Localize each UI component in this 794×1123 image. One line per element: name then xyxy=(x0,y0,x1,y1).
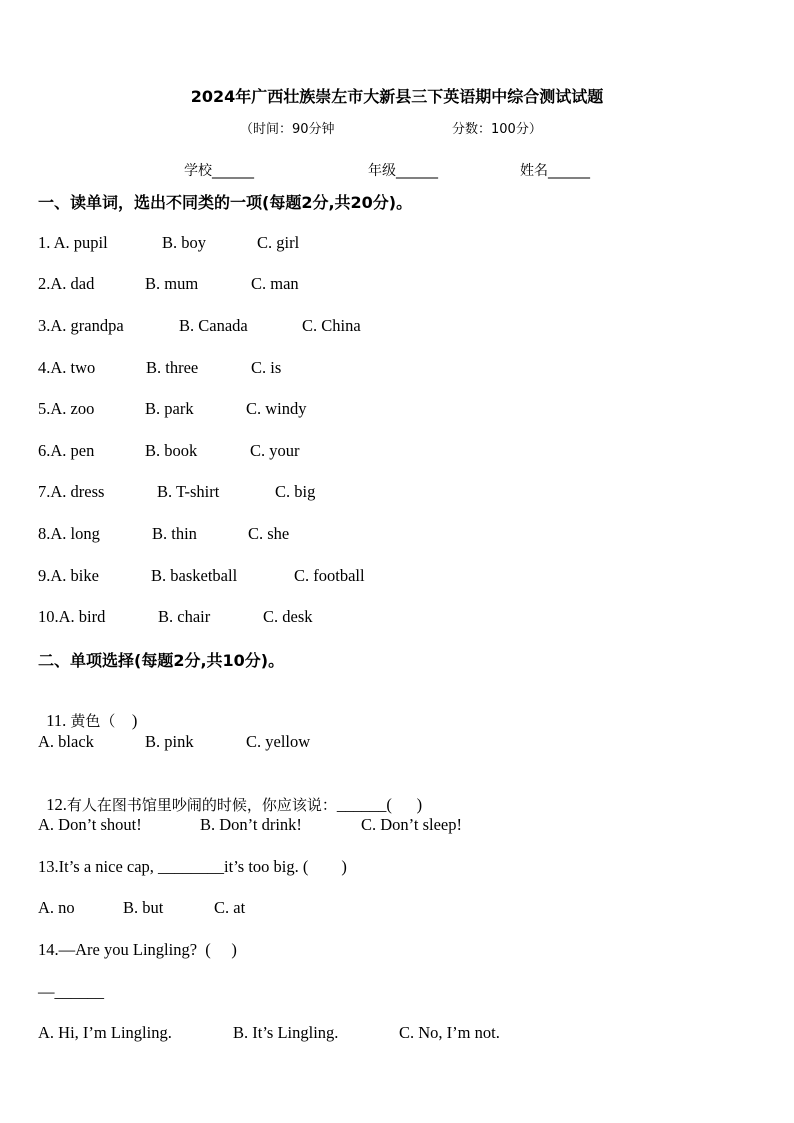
question-5-option-a: 5.A. zoo xyxy=(38,399,95,418)
question-7-option-a: 7.A. dress xyxy=(38,482,105,501)
question-12-option-b: B. Don’t drink! xyxy=(200,815,302,834)
question-2-option-c: C. man xyxy=(251,274,299,293)
question-13-option-a: A. no xyxy=(38,898,75,917)
question-12-blank: ______( ) xyxy=(336,795,423,814)
question-9-option-c: C. football xyxy=(294,566,365,585)
question-9-option-a: 9.A. bike xyxy=(38,566,99,585)
question-12-stem: 有人在图书馆里吵闹的时候，你应该说： xyxy=(66,796,337,814)
question-14-option-b: B. It’s Lingling. xyxy=(233,1023,339,1042)
question-10-option-a: 10.A. bird xyxy=(38,607,106,626)
exam-time: （时间：90分钟 xyxy=(240,122,335,137)
question-4-option-a: 4.A. two xyxy=(38,358,96,377)
question-3-option-b: B. Canada xyxy=(179,316,248,335)
question-14-option-c: C. No, I’m not. xyxy=(399,1023,500,1042)
question-8-option-a: 8.A. long xyxy=(38,524,100,543)
question-11-number: 11. xyxy=(46,711,71,730)
section-2-heading: 二、单项选择(每题2分,共10分)。 xyxy=(38,651,285,670)
question-13-option-c: C. at xyxy=(214,898,246,917)
question-11-option-c: C. yellow xyxy=(246,732,311,751)
question-12 xyxy=(38,774,422,815)
question-13-option-b: B. but xyxy=(123,898,164,917)
question-2-option-a: 2.A. dad xyxy=(38,274,95,293)
question-8-option-b: B. thin xyxy=(152,524,197,543)
question-7-option-c: C. big xyxy=(275,482,316,501)
question-1-option-a: 1. A. pupil xyxy=(38,233,108,252)
exam-score: 分数：100分） xyxy=(452,122,542,137)
question-1-option-b: B. boy xyxy=(162,233,207,252)
question-11-option-a: A. black xyxy=(38,732,94,751)
question-12-option-a: A. Don’t shout! xyxy=(38,815,142,834)
question-9-option-b: B. basketball xyxy=(151,566,238,585)
section-1-heading: 一、读单词，选出不同类的一项(每题2分,共20分)。 xyxy=(38,193,413,212)
question-12-option-c: C. Don’t sleep! xyxy=(361,815,462,834)
question-4-option-b: B. three xyxy=(146,358,199,377)
question-6-option-b: B. book xyxy=(145,441,198,460)
question-5-option-c: C. windy xyxy=(246,399,307,418)
question-10-option-c: C. desk xyxy=(263,607,313,626)
question-14-option-a: A. Hi, I’m Lingling. xyxy=(38,1023,172,1042)
question-11-option-b: B. pink xyxy=(145,732,194,751)
question-10-option-b: B. chair xyxy=(158,607,211,626)
name-field: 姓名______ xyxy=(520,163,590,179)
question-11 xyxy=(38,690,137,731)
question-1-option-c: C. girl xyxy=(257,233,300,252)
question-3-option-c: C. China xyxy=(302,316,361,335)
question-2-option-b: B. mum xyxy=(145,274,199,293)
grade-field: 年级______ xyxy=(368,163,438,179)
question-13-stem: 13.It’s a nice cap, ________it’s too big. ( ) xyxy=(38,857,347,876)
question-5-option-b: B. park xyxy=(145,399,194,418)
question-8-option-c: C. she xyxy=(248,524,290,543)
question-12-number: 12. xyxy=(46,795,67,814)
question-14-answer-line: —______ xyxy=(38,982,104,1001)
question-11-stem: 黄色（ xyxy=(70,712,116,730)
question-6-option-a: 6.A. pen xyxy=(38,441,95,460)
page-title: 2024年广西壮族崇左市大新县三下英语期中综合测试试题 xyxy=(190,87,604,106)
school-field: 学校______ xyxy=(184,163,254,179)
question-3-option-a: 3.A. grandpa xyxy=(38,316,124,335)
question-14-stem: 14.—Are you Lingling? ( ) xyxy=(38,940,237,959)
question-11-blank: ) xyxy=(115,711,138,730)
question-4-option-c: C. is xyxy=(251,358,282,377)
question-6-option-c: C. your xyxy=(250,441,300,460)
question-7-option-b: B. T-shirt xyxy=(157,482,220,501)
